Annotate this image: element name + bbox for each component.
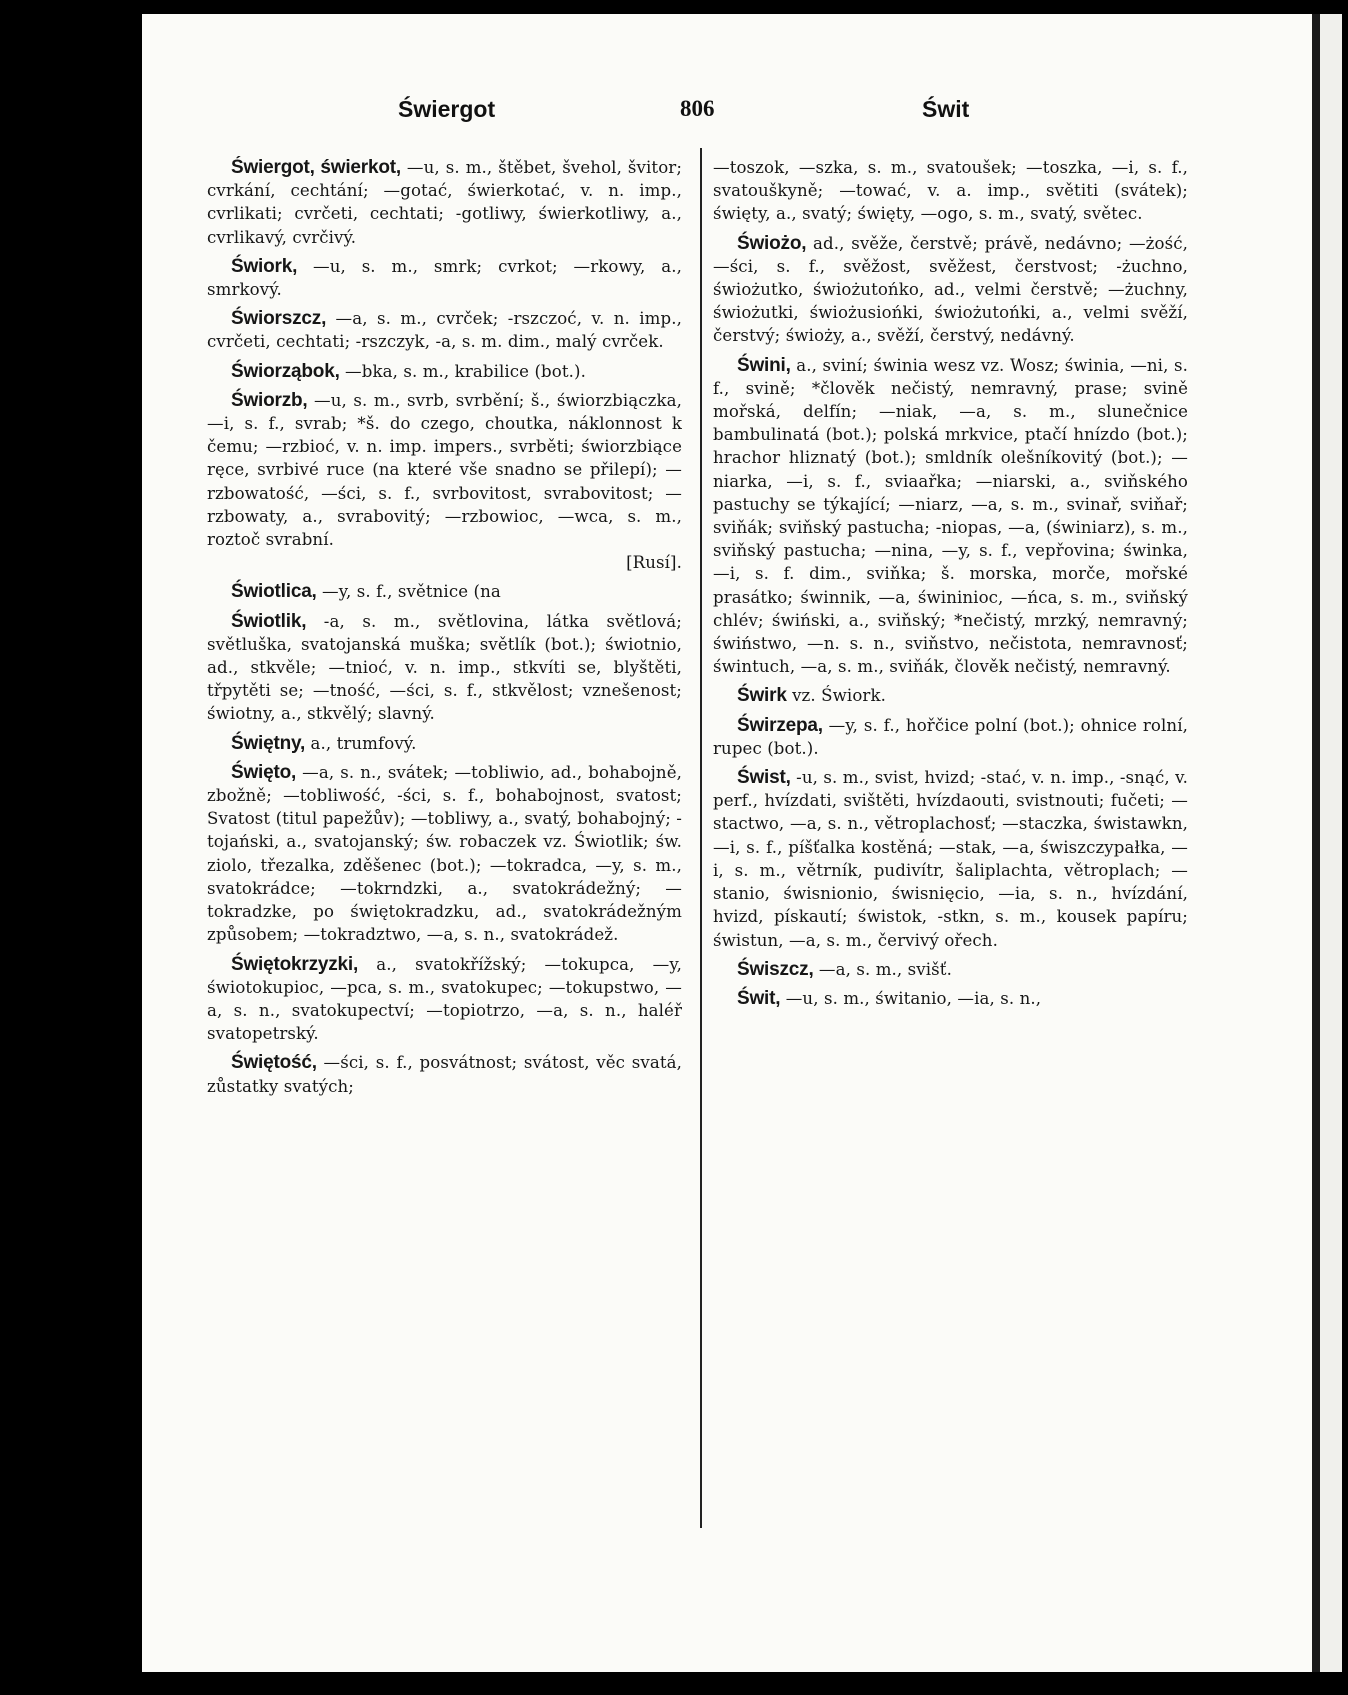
dictionary-entry bbox=[713, 354, 1188, 679]
running-head-left: Świergot bbox=[398, 96, 496, 122]
left-column bbox=[207, 156, 682, 1536]
entry-definition: ad., svěže, čerstvě; právě, nedávno; —żość, —ści, s. f., svěžost, svěžest, čerstvost; -żuchno, świożutko, świożutońko, ad., velmi čerstvě; —żuchny, świożutki, świożusiońki, świożutońki, a., velmi svěží, čerstvý; świoży, a., svěží, čerstvý, nedávný. bbox=[713, 233, 1188, 346]
entry-definition: -a, s. m., světlovina, látka světlová; světluška, svatojanská muška; světlík (bot.); świotnio, ad., stkvěle; —tnioć, v. n. imp., stkvíti se, blyštěti, třpytěti se; —tność, —ści, s. f., stkvělost; vznešenost; świotny, a., stkvělý; slavný. bbox=[207, 611, 682, 724]
entry-definition: —ści, s. f., posvátnost; svátost, věc svatá, zůstatky svatých; bbox=[207, 1053, 682, 1096]
dictionary-entry bbox=[207, 156, 682, 249]
dictionary-entry bbox=[207, 1051, 682, 1097]
entry-headword: Świst, bbox=[737, 767, 791, 789]
dictionary-entry bbox=[713, 766, 1188, 952]
entry-definition: a., trumfový. bbox=[305, 733, 417, 753]
dictionary-entry bbox=[207, 953, 682, 1046]
entry-headword: Świrk bbox=[737, 685, 787, 707]
entry-definition: —a, s. m., cvrček; -rszczoć, v. n. imp., cvrčeti, cechtati; -rszczyk, -a, s. m. dim., malý cvrček. bbox=[207, 309, 682, 352]
entry-headword: Świorząbok, bbox=[231, 360, 340, 382]
entry-headword: Świętny, bbox=[231, 732, 306, 754]
dictionary-entry bbox=[207, 389, 682, 575]
entry-definition: —toszok, —szka, s. m., svatoušek; —toszka, —i, s. f., svatouškyně; —tować, v. a. imp., světiti (svátek); święty, a., svatý; święty, —ogo, s. m., svatý, světec. bbox=[713, 158, 1188, 224]
entry-headword: Świorzb, bbox=[231, 389, 308, 411]
page-number: 806 bbox=[680, 96, 715, 121]
dictionary-entry bbox=[207, 255, 682, 301]
right-column bbox=[713, 156, 1188, 1536]
entry-headword: Świszcz, bbox=[737, 958, 814, 980]
dictionary-entry bbox=[713, 232, 1188, 348]
entry-headword: Świętość, bbox=[231, 1052, 317, 1074]
entry-definition: vz. Świork. bbox=[786, 686, 886, 706]
dictionary-entry bbox=[207, 610, 682, 726]
entry-definition: —u, s. m., smrk; cvrkot; —rkowy, a., smrkový. bbox=[207, 256, 682, 300]
entry-headword: Świętokrzyzki, bbox=[231, 953, 359, 975]
dictionary-entry bbox=[713, 987, 1188, 1010]
entry-definition: —y, s. f., světnice (na bbox=[316, 582, 501, 602]
entry-headword: Świni, bbox=[737, 354, 791, 376]
dictionary-entry bbox=[713, 958, 1188, 981]
dictionary-entry bbox=[713, 714, 1188, 760]
entry-definition: —bka, s. m., krabilice (bot.). bbox=[339, 361, 586, 381]
dictionary-entry bbox=[207, 580, 682, 603]
dictionary-entry bbox=[207, 732, 682, 755]
dictionary-entry bbox=[713, 684, 1188, 707]
page-edge-shadow bbox=[1312, 14, 1320, 1672]
dictionary-entry bbox=[207, 360, 682, 383]
entry-definition: —u, s. m., štěbet, švehol, švitor; cvrkání, cechtání; —gotać, świerkotać, v. n. imp., cvrlikati; cvrčeti, cechtati; -gotliwy, świerkotliwy, a., cvrlikavý, cvrčivý. bbox=[207, 158, 682, 247]
entry-source: [Rusí]. bbox=[626, 553, 682, 573]
entry-headword: Świergot, świerkot, bbox=[231, 157, 401, 178]
entry-definition: —a, s. m., svišť. bbox=[813, 959, 952, 979]
dictionary-entry bbox=[207, 761, 682, 947]
entry-headword: Świotlik, bbox=[231, 610, 307, 632]
running-head-right: Świt bbox=[922, 96, 970, 122]
entry-headword: Święto, bbox=[231, 761, 297, 783]
entry-headword: Świożo, bbox=[737, 232, 807, 254]
entry-definition: —y, s. f., hořčice polní (bot.); ohnice rolní, rupec (bot.). bbox=[713, 715, 1188, 758]
entry-definition: a., sviní; świnia wesz vz. Wosz; świnia, —ni, s. f., svině; *člověk nečistý, nemravný, prase; svině mořská, delfín; —niak, —a, s. m., slunečnice bambulinatá (bot.); polská mrkvice, ptačí hnízdo (bot.); hrachor hliznatý (bot.); smldník olešníkovitý (bot.); —niarka, —i, s. f., sviaařka; —niarski, a., sviňského pastuchy se týkající; —niarz, —a, s. m., svinař, sviňař; sviňák; sviňský pastucha; -niopas, —a, (świniarz), s. m., sviňský pastucha; —nina, —y, s. f., vepřovina; świnka, —i, s. f. dim., sviňka; š. morska, morče, mořské prasátko; świnnik, —a, świninioc, —ńca, s. m., sviňský chlév; świński, a., sviňský; *nečistý, mrzký, nemravný; świństwo, —n. s. n., sviňstvo, nečistota, nemravnosť; świntuch, —a, s. m., sviňák, člověk nečistý, nemravný. bbox=[713, 355, 1188, 677]
entry-headword: Świotlica, bbox=[231, 581, 317, 603]
entry-headword: Świt, bbox=[737, 987, 781, 1009]
column-divider bbox=[700, 148, 702, 1528]
entry-headword: Świork, bbox=[231, 255, 298, 277]
entry-headword: Świrzepa, bbox=[737, 714, 823, 736]
next-page-sliver bbox=[1320, 14, 1342, 1672]
dictionary-entry bbox=[713, 156, 1188, 226]
entry-headword: Świorszcz, bbox=[231, 308, 327, 330]
entry-definition: -u, s. m., svist, hvizd; -stać, v. n. imp., -snąć, v. perf., hvízdati, svištěti, hvízdaouti, svistnouti; fučeti; —stactwo, —a, s. n., větroplachosť; —staczka, świstawkn, —i, s. f., píšťalka kostěná; —stak, —a, świszczypałka, —i, s. m., větrník, pudivítr, šaliplachta, větroplach; —stanio, świsnionio, świsnięcio, —ia, s. n., hvízdání, hvizd, pískautí; świstok, -stkn, s. m., kousek papíru; świstun, —a, s. m., červivý ořech. bbox=[713, 768, 1188, 950]
dictionary-entry bbox=[207, 307, 682, 353]
entry-definition: —u, s. m., svrb, svrbění; š., świorzbiączka, —i, s. f., svrab; *š. do czego, choutka, náklonnost k čemu; —rzbioć, v. n. imp. impers., svrběti; świorzbiące ręce, svrbivé ruce (na které vše snadno se přilepí); —rzbowatość, —ści, s. f., svrbovitost, svrabovitost; —rzbowaty, a., svrabovitý; —rzbowioc, —wca, s. m., roztoč svrabní. bbox=[207, 390, 682, 550]
entry-definition: —a, s. n., svátek; —tobliwio, ad., bohabojně, zbožně; —tobliwość, -ści, s. f., bohabojnost, svatost; Svatost (titul papežův); —tobliwy, a., svatý, bohabojný; -tojański, a., svatojanský; św. robaczek vz. Świotlik; św. ziolo, třezalka, zděšenec (bot.); —tokradca, —y, s. m., svatokrádce; —tokrndzki, a., svatokrádežný; —tokradzke, po świętokradzku, ad., svatokrádežným způsobem; —tokradztwo, —a, s. n., svatokrádež. bbox=[207, 762, 682, 945]
entry-definition: —u, s. m., świtanio, —ia, s. n., bbox=[780, 988, 1042, 1008]
entry-definition: a., svatokřížský; —tokupca, —y, świotokupioc, —pca, s. m., svatokupec; —tokupstwo, —a, s. n., svatokupectví; —topiotrzo, —a, s. n., haléř svatopetrský. bbox=[207, 954, 682, 1044]
